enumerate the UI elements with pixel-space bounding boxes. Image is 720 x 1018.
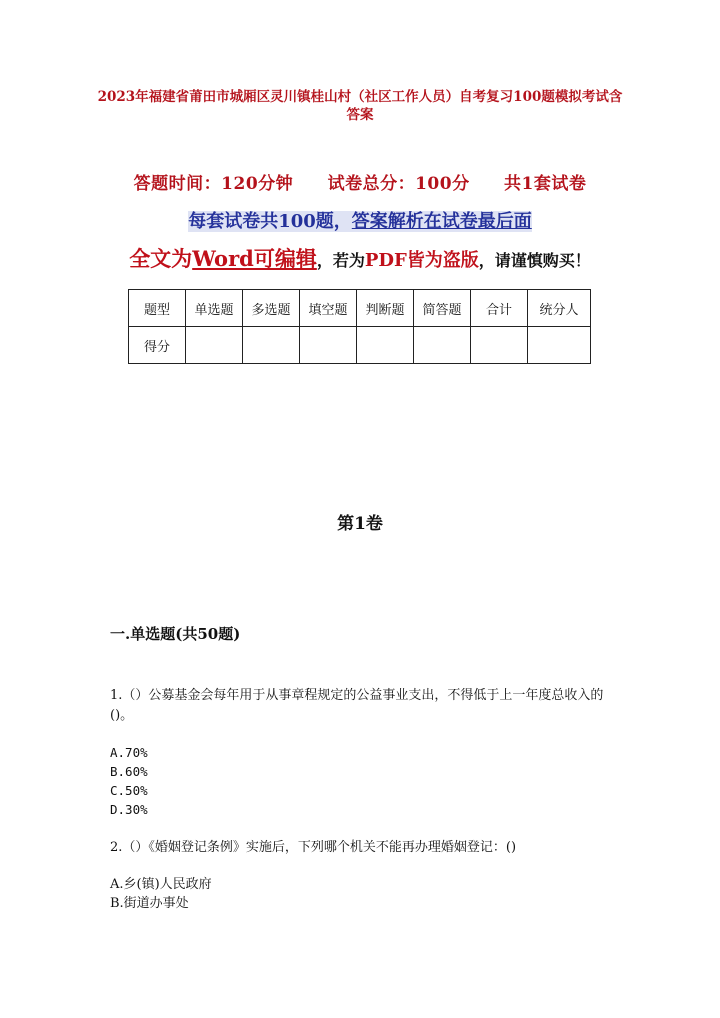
score-cell [357, 327, 414, 364]
score-header-cell: 填空题 [300, 290, 357, 327]
option-item: B.街道办事处 [110, 896, 189, 911]
option-item: B.60% [110, 764, 148, 779]
score-table-header-row [129, 290, 591, 327]
score-cell [528, 327, 591, 364]
promo-question-count [0, 207, 720, 233]
option-item: C.50% [110, 783, 148, 798]
score-table [128, 289, 591, 364]
score-header-cell: 单选题 [186, 290, 243, 327]
promo-red-part1: 全文为 [129, 246, 193, 271]
volume-title: 第1卷 [337, 514, 383, 534]
promo-blue-part1: 每套试卷共100题， [188, 211, 352, 232]
promo-red-part2: Word可编辑 [192, 246, 317, 271]
document-title: 2023年福建省莆田市城厢区灵川镇桂山村（社区工作人员）自考复习100题模拟考试含答案 [97, 89, 623, 123]
score-cell [471, 327, 528, 364]
option-item: D.30% [110, 802, 148, 817]
score-header-cell: 统分人 [528, 290, 591, 327]
question-text: 2.（）《婚姻登记条例》实施后，下列哪个机关不能再办理婚姻登记：() [110, 840, 517, 855]
exam-info [0, 169, 720, 194]
option-item: A.70% [110, 745, 148, 760]
score-header-cell: 多选题 [243, 290, 300, 327]
score-header-cell: 简答题 [414, 290, 471, 327]
option-item: A.乡(镇)人民政府 [110, 877, 212, 892]
score-header-cell: 判断题 [357, 290, 414, 327]
score-cell [243, 327, 300, 364]
score-row-label: 得分 [129, 327, 186, 364]
score-cell [414, 327, 471, 364]
section-title: 一.单选题(共50题) [110, 625, 241, 643]
promo-copyright [0, 243, 720, 273]
promo-red-part4: PDF皆为盗版 [364, 250, 479, 271]
question-text: 1.（）公募基金会每年用于从事章程规定的公益事业支出，不得低于上一年度总收入的()。 [110, 688, 604, 723]
promo-blue-part2: 答案解析在试卷最后面 [351, 211, 532, 232]
promo-red-part3: ，若为 [316, 251, 365, 270]
score-table-score-row [129, 327, 591, 364]
score-header-cell: 题型 [129, 290, 186, 327]
score-cell [186, 327, 243, 364]
score-cell [300, 327, 357, 364]
exam-set-count: 共1套试卷 [504, 174, 587, 194]
promo-red-part5: ，请谨慎购买！ [478, 251, 591, 270]
exam-time: 答题时间：120分钟 [133, 174, 294, 194]
score-header-cell: 合计 [471, 290, 528, 327]
exam-total-score: 试卷总分：100分 [327, 174, 470, 194]
